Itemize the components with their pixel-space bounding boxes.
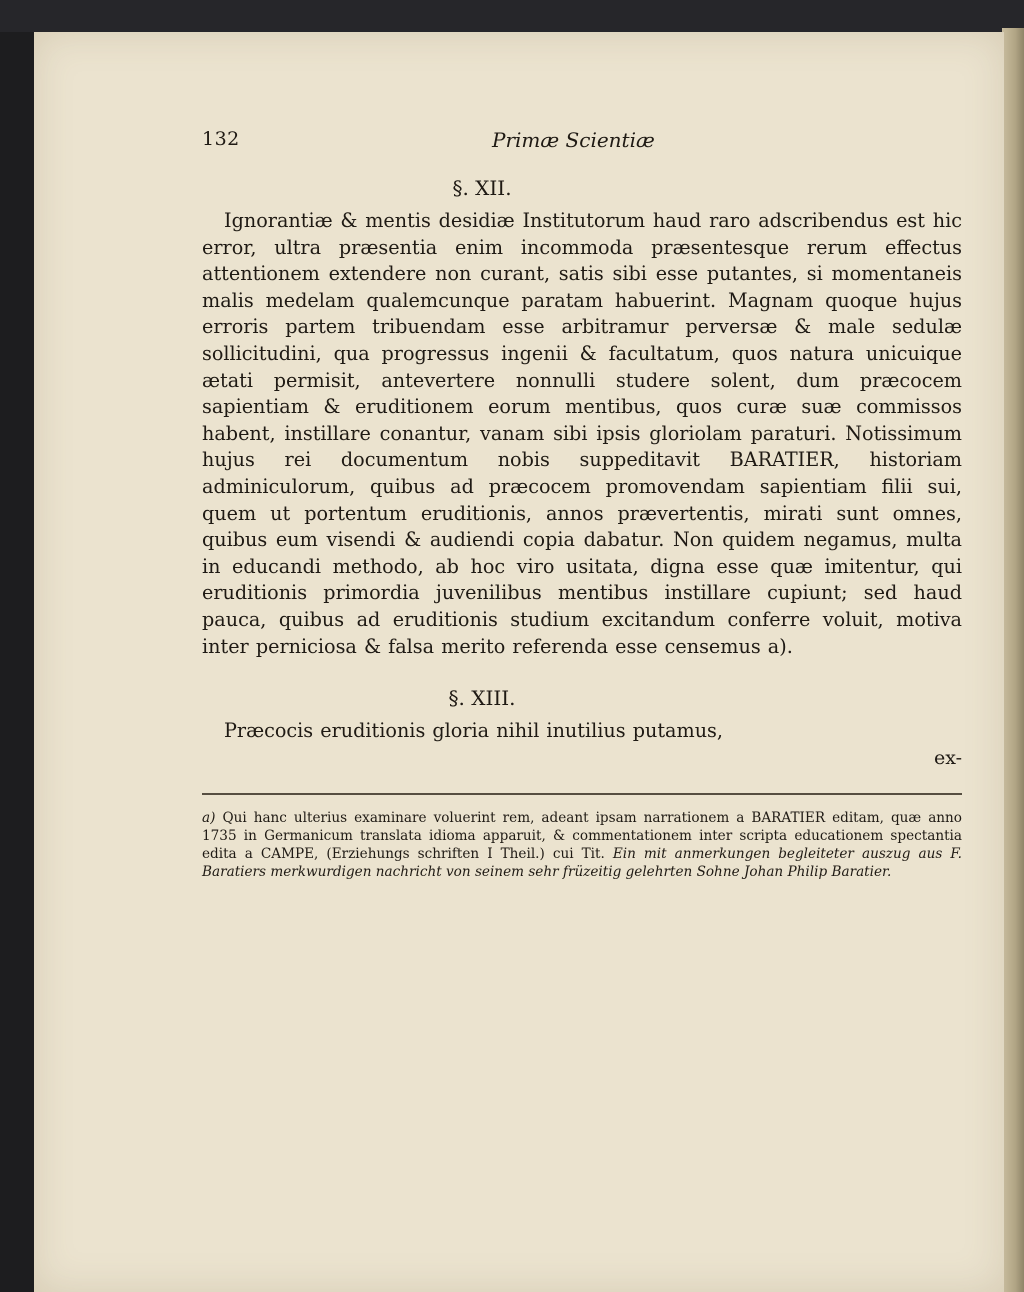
facing-page-edge — [1002, 28, 1024, 1292]
section-13-body: Præcocis eruditionis gloria nihil inutilius putamus, — [224, 719, 723, 743]
page-content — [202, 128, 962, 882]
catchword: ex- — [933, 746, 962, 769]
running-head — [202, 128, 962, 162]
footnote-rule — [202, 793, 962, 795]
footnote-marker: a) — [202, 809, 216, 826]
section-12-heading: §. XII. — [452, 176, 512, 200]
footnote-text: Qui hanc ulterius examinare voluerint rem, adeant ipsam narrationem a BARATIER editam, quæ anno 1735 in Germanicum translata idioma apparuit, & commentationem inter scripta educationem spectantia edita a CAMPE, (Erziehungs schriften I Theil.) cui Tit. — [202, 809, 962, 863]
scan-border-top — [0, 0, 1024, 32]
section-13-heading: §. XIII. — [448, 686, 516, 711]
book-page — [34, 32, 1004, 1292]
footnote — [202, 809, 962, 882]
scan-border-left — [0, 0, 34, 1292]
running-head-title: Primæ Scientiæ — [492, 128, 655, 152]
page-number: 132 — [202, 128, 240, 150]
footnote-italic-title: Ein mit anmerkungen begleiteter auszug aus F. Baratiers merkwurdigen nachricht von seinem sehr früzeitig gelehrten Sohne Johan Philip Baratier. — [202, 846, 962, 881]
section-12-body: Ignorantiæ & mentis desidiæ Institutorum haud raro adscribendus est hic error, ultra præsentia enim incommoda præsentesque rerum effectus attentionem extendere non curant, satis sibi esse putantes, si momentaneis malis medelam qualemcunque paratam habuerint. Magnam quoque hujus erroris partem tribuendam esse arbitramur perversæ & male sedulæ sollicitudini, qua progressus ingenii & facultatum, quos natura unicuique ætati permisit, antevertere nonnulli studere solent, dum præcocem sapientiam & eruditionem eorum mentibus, quos curæ suæ commissos habent, instillare conantur, vanam sibi ipsis gloriolam paraturi. Notissimum hujus rei documentum nobis suppeditavit BARATIER, historiam adminiculorum, quibus ad præcocem promovendam sapientiam filii sui, quem ut portentum eruditionis, annos prævertentis, mirati sunt omnes, quibus eum visendi & audiendi copia dabatur. Non quidem negamus, multa in educandi methodo, ab hoc viro usitata, digna esse quæ imitentur, qui eruditionis primordia juvenilibus mentibus instillare cupiunt; sed haud pauca, quibus ad eruditionis studium excitandum conferre voluit, motiva inter perniciosa & falsa merito referenda esse censemus a). — [202, 209, 962, 658]
